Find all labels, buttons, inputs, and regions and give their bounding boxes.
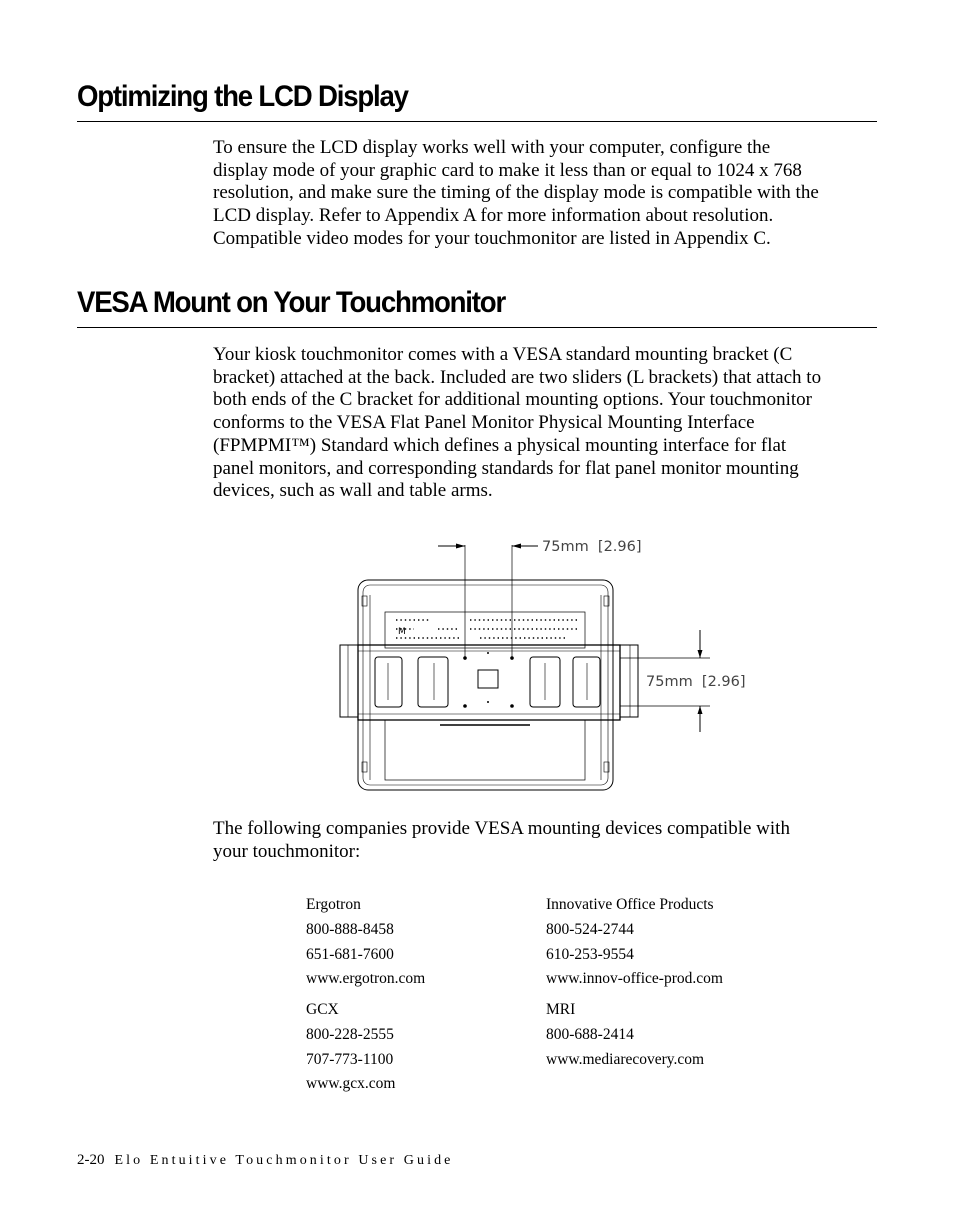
company-name: GCX xyxy=(306,1001,339,1018)
page-footer xyxy=(77,1152,453,1169)
section-rule xyxy=(77,121,877,122)
vertical-dimension-label: 75mm [2.96] xyxy=(646,674,746,690)
paragraph-line: (FPMPMI™) Standard which defines a physical mounting interface for flat xyxy=(213,434,787,456)
paragraph-line: LCD display. Refer to Appendix A for more information about resolution. xyxy=(213,205,774,227)
page-number: 2-20 xyxy=(77,1152,105,1168)
paragraph-line: bracket) attached at the back. Included are two sliders (L brackets) that attach to xyxy=(213,366,822,388)
section-title-optimizing: Optimizing the LCD Display xyxy=(77,80,408,113)
paragraph-line: Your kiosk touchmonitor comes with a VESA standard mounting bracket (C xyxy=(213,344,793,365)
vesa-paragraph xyxy=(213,344,881,503)
paragraph-line: Compatible video modes for your touchmonitor are listed in Appendix C. xyxy=(213,227,771,249)
company-website: www.ergotron.com xyxy=(306,970,426,988)
paragraph-line: resolution, and make sure the timing of the display mode is compatible with the xyxy=(213,182,819,204)
company-phone: 800-524-2744 xyxy=(546,920,634,938)
paragraph-line: panel monitors, and corresponding standards for flat panel monitor mounting xyxy=(213,457,799,479)
vesa-mount-diagram xyxy=(330,530,770,800)
guide-title: Elo Entuitive Touchmonitor User Guide xyxy=(114,1153,454,1168)
company-phone: 610-253-9554 xyxy=(546,945,634,963)
company-ergotron xyxy=(306,893,425,992)
company-phone: 800-228-2555 xyxy=(306,1025,394,1043)
paragraph-line: The following companies provide VESA mounting devices compatible with xyxy=(213,818,790,839)
company-website: www.mediarecovery.com xyxy=(546,1050,705,1068)
paragraph-line: both ends of the C bracket for additional mounting options. Your touchmonitor xyxy=(213,389,812,411)
paragraph-line: conforms to the VESA Flat Panel Monitor Physical Mounting Interface xyxy=(213,412,755,434)
company-phone: 651-681-7600 xyxy=(306,945,394,963)
company-phone: 800-688-2414 xyxy=(546,1025,634,1043)
paragraph-line: your touchmonitor: xyxy=(213,840,361,862)
paragraph-line: To ensure the LCD display works well with your computer, configure the xyxy=(213,137,771,158)
companies-intro xyxy=(213,818,881,863)
company-innovative-office xyxy=(546,893,723,992)
section-title-vesa: VESA Mount on Your Touchmonitor xyxy=(77,286,506,319)
bracket-marking-m: M xyxy=(398,627,406,637)
company-website: www.innov-office-prod.com xyxy=(546,970,723,988)
paragraph-line: devices, such as wall and table arms. xyxy=(213,480,493,502)
company-website: www.gcx.com xyxy=(306,1075,396,1093)
paragraph-line: display mode of your graphic card to make it less than or equal to 1024 x 768 xyxy=(213,159,802,181)
company-name: Innovative Office Products xyxy=(546,896,714,913)
company-phone: 707-773-1100 xyxy=(306,1050,394,1068)
company-phone: 800-888-8458 xyxy=(306,920,394,938)
company-name: Ergotron xyxy=(306,896,361,913)
optimizing-paragraph xyxy=(213,137,881,251)
company-mri xyxy=(546,998,704,1072)
company-name: MRI xyxy=(546,1001,576,1018)
horizontal-dimension-label: 75mm [2.96] xyxy=(542,539,642,555)
company-gcx xyxy=(306,998,395,1097)
section-rule xyxy=(77,327,877,328)
